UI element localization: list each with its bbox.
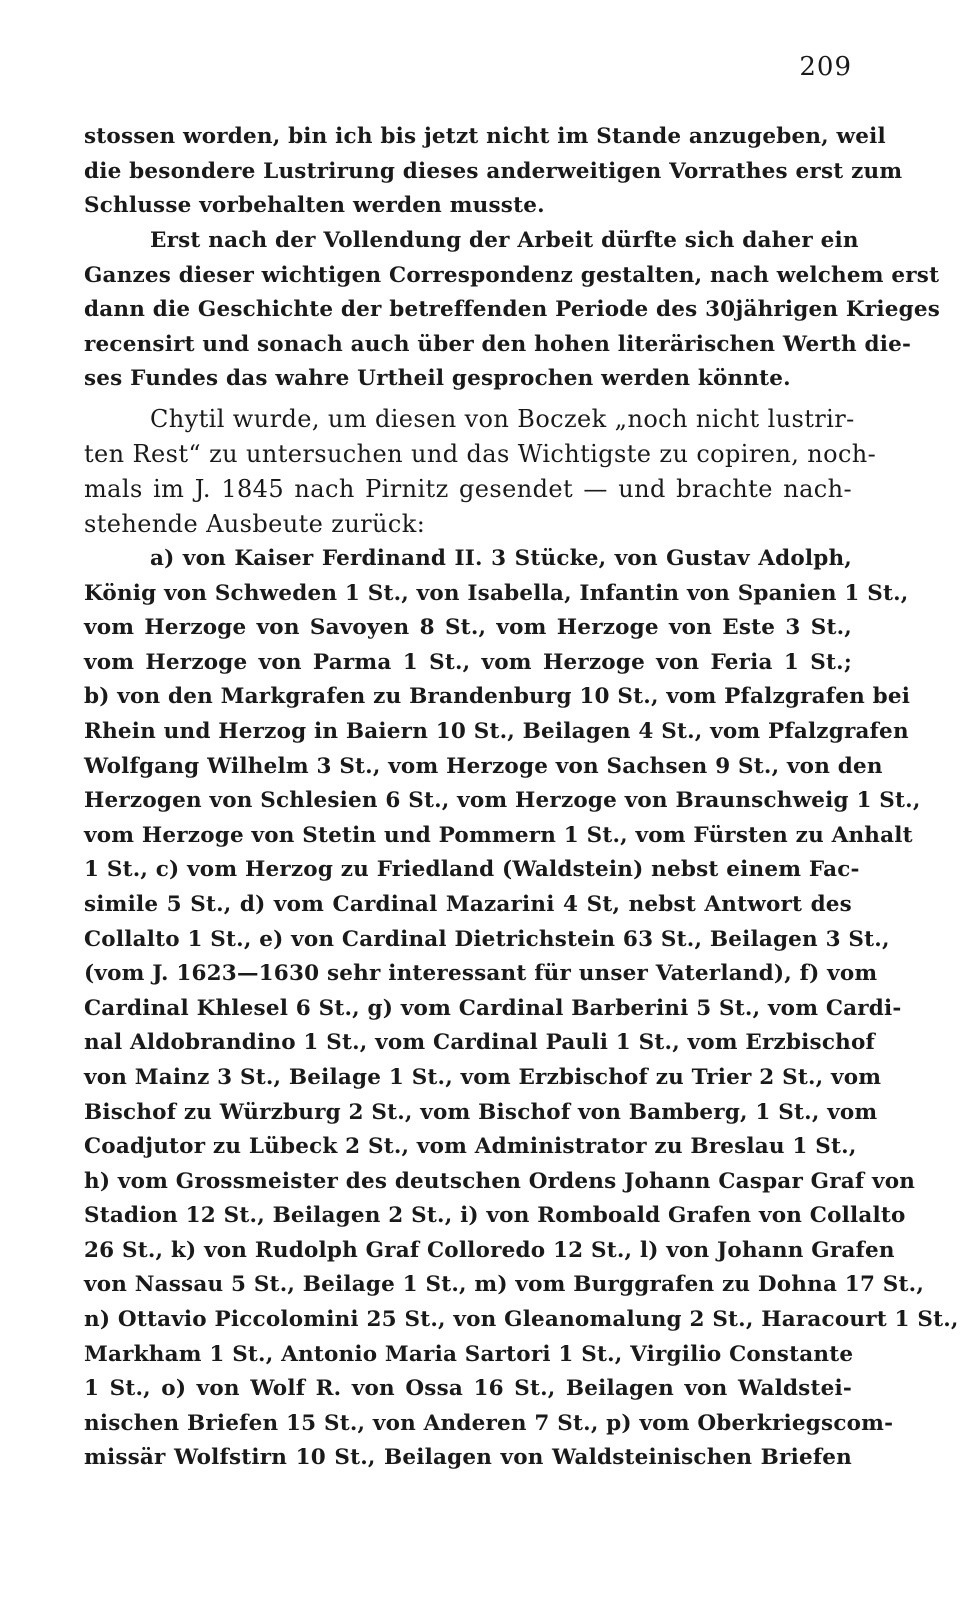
- text-line: König von Schweden 1 St., von Isabella, Infantin von Spanien 1 St.,: [84, 580, 909, 606]
- text-line: von Mainz 3 St., Beilage 1 St., vom Erzbischof zu Trier 2 St., vom: [84, 1064, 882, 1090]
- text-line: b) von den Markgrafen zu Brandenburg 10 St., vom Pfalzgrafen bei: [84, 684, 911, 710]
- text-line: ses Fundes das wahre Urtheil gesprochen werden könnte.: [84, 366, 791, 392]
- text-line: ten Rest“ zu untersuchen und das Wichtigste zu copiren, noch-: [84, 440, 877, 468]
- text-line: n) Ottavio Piccolomini 25 St., von Gleanomalung 2 St., Haracourt 1 St.,: [84, 1307, 959, 1333]
- text-line: h) vom Grossmeister des deutschen Ordens Johann Caspar Graf von: [84, 1168, 916, 1194]
- text-line: von Nassau 5 St., Beilage 1 St., m) vom Burggrafen zu Dohna 17 St.,: [84, 1272, 925, 1298]
- text-line: Rhein und Herzog in Baiern 10 St., Beilagen 4 St., vom Pfalzgrafen: [84, 718, 909, 744]
- text-line: 1 St., o) von Wolf R. von Ossa 16 St., Beilagen von Waldstei-: [84, 1376, 852, 1402]
- text-line: Markham 1 St., Antonio Maria Sartori 1 St., Virgilio Constante: [84, 1341, 854, 1367]
- text-line: Chytil wurde, um diesen von Boczek „noch nicht lustrir-: [150, 405, 855, 433]
- text-line: Coadjutor zu Lübeck 2 St., vom Administrator zu Breslau 1 St.,: [84, 1134, 857, 1160]
- text-line: Wolfgang Wilhelm 3 St., vom Herzoge von Sachsen 9 St., von den: [84, 753, 883, 779]
- text-line: (vom J. 1623—1630 sehr interessant für unser Vaterland), f) vom: [84, 961, 878, 987]
- text-line: mals im J. 1845 nach Pirnitz gesendet — und brachte nach-: [84, 475, 852, 503]
- text-line: recensirt und sonach auch über den hohen literärischen Werth die-: [84, 331, 912, 357]
- text-line: 26 St., k) von Rudolph Graf Colloredo 12 St., l) von Johann Grafen: [84, 1237, 895, 1263]
- text-line: vom Herzoge von Parma 1 St., vom Herzoge von Feria 1 St.;: [84, 649, 852, 675]
- text-line: vom Herzoge von Savoyen 8 St., vom Herzoge von Este 3 St.,: [84, 615, 852, 641]
- text-line: simile 5 St., d) vom Cardinal Mazarini 4 St, nebst Antwort des: [84, 891, 852, 917]
- text-line: Bischof zu Würzburg 2 St., vom Bischof von Bamberg, 1 St., vom: [84, 1099, 878, 1125]
- paragraph-4: [84, 542, 959, 1476]
- text-line: nischen Briefen 15 St., von Anderen 7 St., p) vom Oberkriegscom-: [84, 1410, 894, 1436]
- text-line: Herzogen von Schlesien 6 St., vom Herzoge von Braunschweig 1 St.,: [84, 788, 921, 814]
- text-line: stossen worden, bin ich bis jetzt nicht im Stande anzugeben, weil: [84, 124, 886, 149]
- text-line: Stadion 12 St., Beilagen 2 St., i) von Romboald Grafen von Collalto: [84, 1203, 906, 1229]
- text-line: missär Wolfstirn 10 St., Beilagen von Waldsteinischen Briefen: [84, 1445, 852, 1471]
- text-line: dann die Geschichte der betreffenden Periode des 30jährigen Krieges: [84, 297, 941, 323]
- text-line: Cardinal Khlesel 6 St., g) vom Cardinal Barberini 5 St., vom Cardi-: [84, 995, 902, 1021]
- paragraph-2: [84, 224, 941, 397]
- text-line: a) von Kaiser Ferdinand II. 3 Stücke, von Gustav Adolph,: [150, 546, 852, 571]
- paragraph-1: [84, 120, 903, 224]
- text-line: Collalto 1 St., e) von Cardinal Dietrichstein 63 St., Beilagen 3 St.,: [84, 926, 890, 952]
- text-line: Schlusse vorbehalten werden musste.: [84, 193, 545, 219]
- page-number: 209: [799, 52, 852, 82]
- text-line: Erst nach der Vollendung der Arbeit dürfte sich daher ein: [150, 228, 859, 253]
- paragraph-3: [84, 402, 877, 542]
- text-line: 1 St., c) vom Herzog zu Friedland (Waldstein) nebst einem Fac-: [84, 857, 860, 883]
- text-line: nal Aldobrandino 1 St., vom Cardinal Pauli 1 St., vom Erzbischof: [84, 1030, 875, 1056]
- text-line: Ganzes dieser wichtigen Correspondenz gestalten, nach welchem erst: [84, 262, 940, 288]
- text-line: vom Herzoge von Stetin und Pommern 1 St., vom Fürsten zu Anhalt: [84, 822, 913, 848]
- text-line: stehende Ausbeute zurück:: [84, 510, 426, 538]
- text-line: die besondere Lustrirung dieses anderweitigen Vorrathes erst zum: [84, 158, 903, 184]
